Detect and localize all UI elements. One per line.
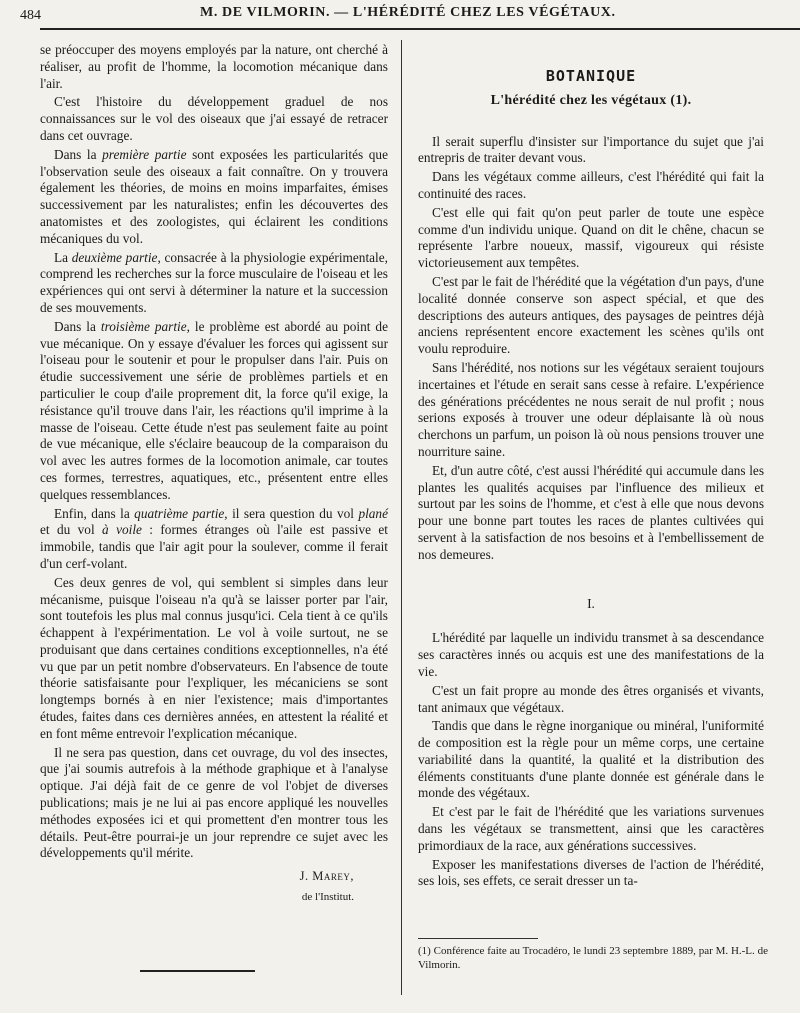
- emphasis-text: quatrième partie: [134, 505, 225, 521]
- paragraph: Exposer les manifestations diverses de l'action de l'hérédité, ses lois, ses effets, ce serait dresser un ta-: [418, 856, 764, 889]
- paragraph-text: sont exposées les particularités que l'observation seule des oiseaux a fait connaître. On y trouvera également les théories, de moins en moins imparfaites, émises successivement par les naturalistes; enfin les découvertes des anatomistes et des zoologistes, qui éclairent les conditions mécaniques du vol.: [40, 146, 388, 246]
- paragraph: Ces deux genres de vol, qui semblent si simples dans leur mécanisme, puisque l'oiseau n'a qu'à se laisser porter par l'air, sont toutefois les plus mal connus jusqu'ici. Cela tient à ce qu'ils échappent à l'expérimentation. Le vol à voile surtout, ne se produisant que dans certaines conditions exceptionnelles, n'a été vu que par un petit nombre d'observateurs. En l'absence de toute théorie satisfaisante pour l'expliquer, les mécaniciens se sont longtemps bornés à en nier l'existence; mais d'importantes études, faites dans ces dernières années, en attestent la réalité et en font même entrevoir l'explication mécanique.: [40, 574, 388, 741]
- paragraph: C'est elle qui fait qu'on peut parler de toute une espèce comme d'un individu unique. Quand on dit le chêne, chacun se représente l'arbre noueux, massif, vigoureux qui résiste victorieusement aux tempêtes.: [418, 204, 764, 271]
- paragraph: L'hérédité par laquelle un individu transmet à sa descendance ses caractères innés ou acquis est une des manifestations de la vie.: [418, 630, 764, 679]
- paragraph: Tandis que dans le règne inorganique ou minéral, l'uniformité de composition est la règle pour un même corps, une certaine variabilité dans la quantité, la qualité et la distribution des éléments constituants d'une plante donnée est générale dans le monde des végétaux.: [418, 718, 764, 801]
- signature-institution: de l'Institut.: [301, 891, 354, 904]
- footnote: (1) Conférence faite au Trocadéro, le lundi 23 septembre 1889, par M. H.-L. de Vilmorin.: [418, 945, 768, 971]
- author-signature: [40, 868, 388, 906]
- paragraph: [40, 319, 388, 504]
- footnote-rule: [418, 938, 538, 939]
- paragraph: se préoccuper des moyens employés par la nature, ont cherché à réaliser, au profit de l'homme, la locomotion mécanique dans l'air.: [40, 42, 388, 91]
- paragraph-text: , consacrée à la physiologie expérimentale, comprend les recherches sur la force musculaire de l'oiseau et les expériences qui ont servi à déterminer la nature et la succession de ses mouvements.: [40, 249, 388, 315]
- emphasis-text: à voile: [102, 522, 142, 538]
- paragraph: Et, d'un autre côté, c'est aussi l'hérédité qui accumule dans les plantes les qualités acquises par l'influence des milieux et surtout par les soins de l'homme, et c'est à elle que nous devons pour une bonne part toutes les races de plantes cultivées qui servent à la satisfaction de nos besoins et à l'embellissement de nos demeures.: [418, 462, 764, 562]
- page-number: 484: [20, 8, 41, 23]
- paragraph-text: Dans la: [54, 318, 101, 334]
- signature-rule: [140, 970, 255, 972]
- emphasis-text: plané: [358, 505, 388, 521]
- section-heading: BOTANIQUE: [545, 67, 637, 85]
- emphasis-text: troisième partie: [100, 318, 187, 334]
- paragraph: C'est par le fait de l'hérédité que la végétation d'un pays, d'une localité donnée conserve son aspect spécial, et que des descriptions des auteurs antiques, des paysages de peintres déjà anciens représentent encore exactement les scènes qu'ils ont voulu reproduire.: [418, 273, 764, 357]
- paragraph: Et c'est par le fait de l'hérédité que les variations survenues dans les végétaux se transmettent, ainsi que les caractères primordiaux de la race, aux générations successives.: [418, 804, 764, 853]
- left-column: [40, 42, 388, 906]
- header-rule: [40, 28, 800, 30]
- right-column: [418, 42, 764, 892]
- paragraph-text: La: [54, 249, 72, 265]
- paragraph: Il serait superflu d'insister sur l'importance du sujet que j'ai entrepris de traiter devant vous.: [418, 133, 764, 166]
- paragraph-text: : formes étranges où l'aile est passive et immobile, tandis que l'air agit pour la soulever, comme il ferait d'un cerf-volant.: [40, 522, 388, 571]
- paragraph: [40, 250, 388, 317]
- paragraph: C'est l'histoire du développement graduel de nos connaissances sur le vol des oiseaux que j'ai essayé de retracer dans cet ouvrage.: [40, 94, 388, 143]
- emphasis-text: première partie: [102, 146, 187, 162]
- column-divider: [401, 40, 402, 995]
- signature-name: J. Marey,: [299, 869, 354, 884]
- paragraph: [40, 147, 388, 248]
- paragraph-text: et du vol: [40, 522, 103, 538]
- paragraph-text: Dans la: [54, 146, 103, 162]
- paragraph-text: Enfin, dans la: [54, 505, 135, 521]
- paragraph: Il ne sera pas question, dans cet ouvrage, du vol des insectes, que j'ai soumis autrefois à la méthode graphique et à l'analyse optique. J'ai déjà fait de ce genre de vol l'objet de diverses publications; mais je ne lui ai pas encore appliqué les nouvelles méthodes exposées ici et qui promettent d'en montrer tous les détails. Peut-être pourrai-je un jour reprendre ce sujet avec les développements qu'il mérite.: [40, 744, 388, 861]
- paragraph-text: , il sera question du vol: [224, 505, 359, 521]
- article-title: L'hérédité chez les végétaux (1).: [490, 92, 692, 108]
- paragraph: Sans l'hérédité, nos notions sur les végétaux seraient toujours incertaines et l'étude en serait sans cesse à refaire. L'expérience des générations précédentes ne nous serait de nul profit ; nous serions exposés à trouver une odeur déplaisante là où nous cherchons un parfum, un poison là où nous pensions trouver une nourriture saine.: [418, 359, 764, 459]
- paragraph: [40, 506, 388, 573]
- running-title: M. DE VILMORIN. — L'HÉRÉDITÉ CHEZ LES VÉGÉTAUX.: [200, 5, 616, 20]
- paragraph: Dans les végétaux comme ailleurs, c'est l'hérédité qui fait la continuité des races.: [418, 169, 764, 201]
- paragraph: C'est un fait propre au monde des êtres organisés et vivants, tant animaux que végétaux.: [418, 682, 764, 715]
- section-number: I.: [587, 595, 595, 611]
- page-header: [0, 0, 800, 30]
- paragraph-text: , le problème est abordé au point de vue mécanique. On y essaye d'évaluer les forces qui agissent sur l'oiseau pour le soutenir et pour le propulser dans l'air. Puis on étudie successivement une série de problèmes partiels et en particulier le coup d'aile proprement dit, la force qu'il exige, la résistance qu'il trouve dans l'air, les réactions qu'il imprime à la masse de l'oiseau. Cette étude n'est pas seulement faite au point de vue mécanique, elle s'éclaire beaucoup de la comparaison du vol avec les autres formes de la locomotion animale, car toutes ces formes, terrestres, aquatiques, etc., présentent entre elles quelques ressemblances.: [40, 318, 388, 502]
- emphasis-text: deuxième partie: [71, 249, 158, 265]
